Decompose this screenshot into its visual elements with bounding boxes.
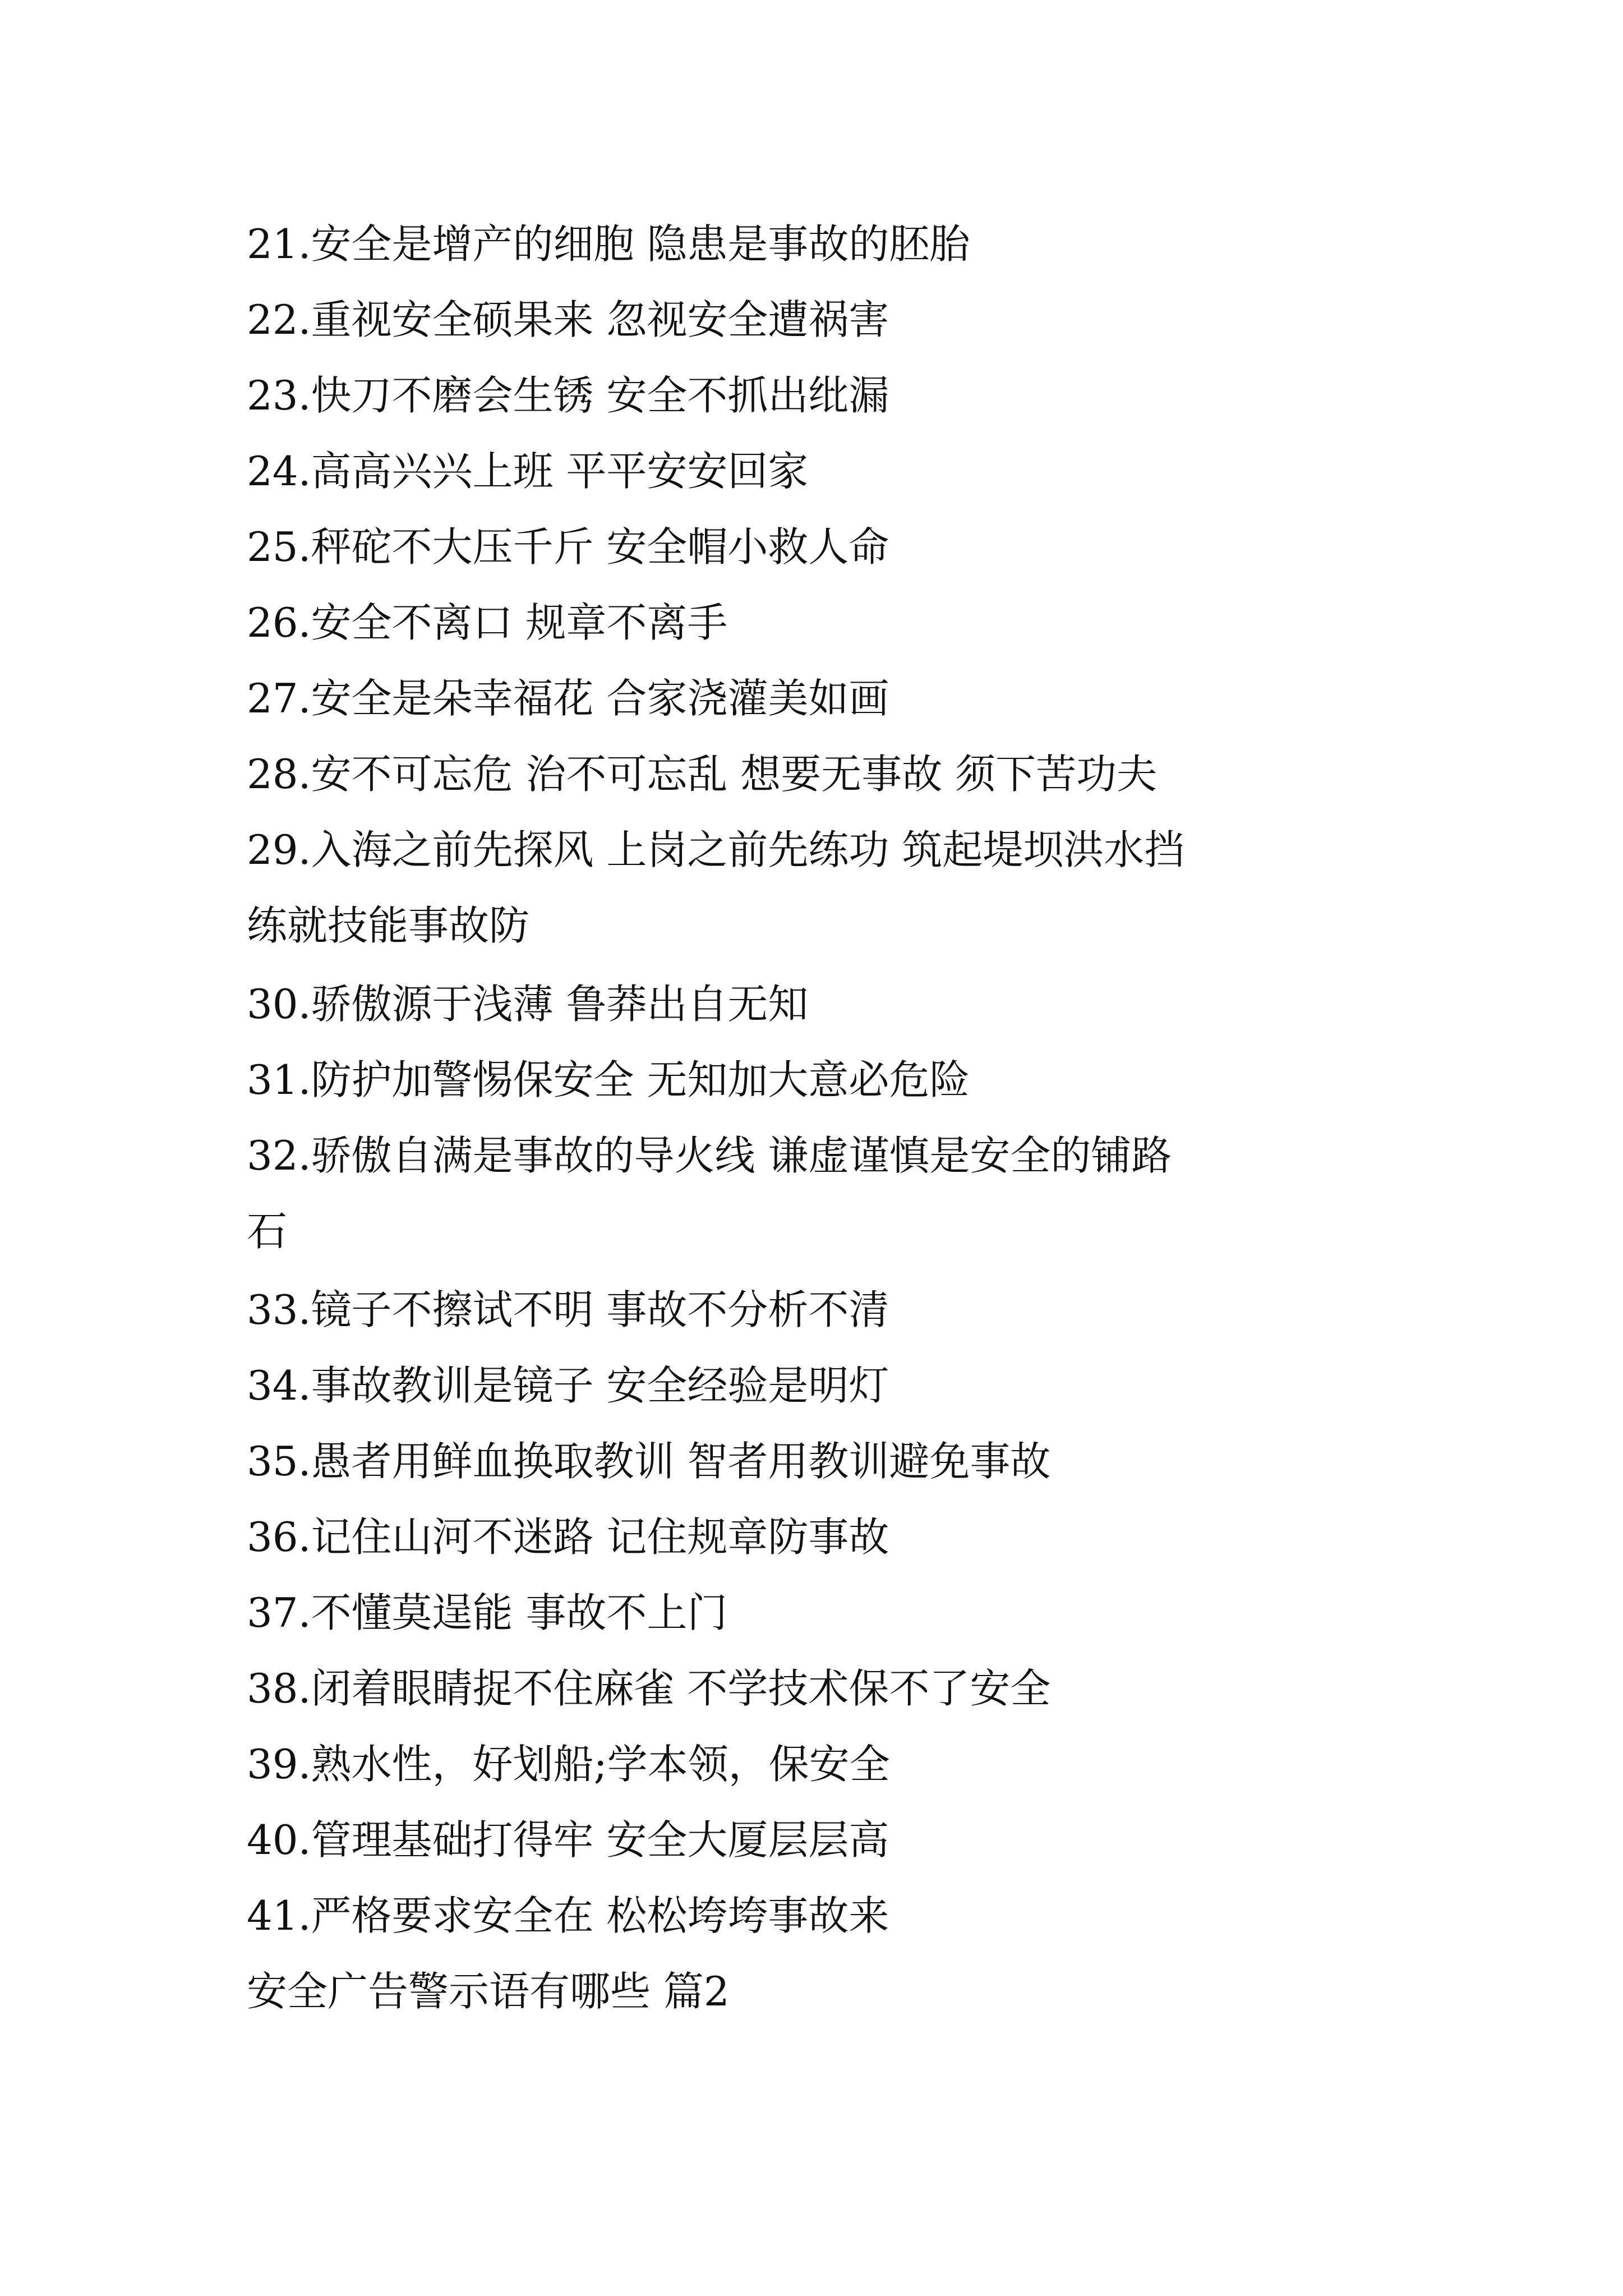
text-line: 34.事故教训是镜子 安全经验是明灯 — [247, 1362, 889, 1409]
text-line: 25.秤砣不大压千斤 安全帽小救人命 — [247, 523, 889, 570]
text-line: 23.快刀不磨会生锈 安全不抓出纰漏 — [247, 372, 889, 419]
text-line: 40.管理基础打得牢 安全大厦层层高 — [247, 1816, 889, 1864]
text-line: 26.安全不离口 规章不离手 — [247, 599, 728, 646]
text-line: 32.骄傲自满是事故的导火线 谦虚谨慎是安全的铺路 — [247, 1132, 1172, 1179]
text-line: 38.闭着眼睛捉不住麻雀 不学技术保不了安全 — [247, 1665, 1051, 1712]
text-line: 29.入海之前先探风 上岗之前先练功 筑起堤坝洪水挡 — [247, 826, 1185, 873]
text-line-continuation: 石 — [247, 1208, 288, 1255]
text-line: 24.高高兴兴上班 平平安安回家 — [247, 448, 809, 495]
text-line: 37.不懂莫逞能 事故不上门 — [247, 1589, 728, 1636]
text-line: 39.熟水性，好划船;学本领，保安全 — [247, 1741, 890, 1788]
text-line: 36.记住山河不迷路 记住规章防事故 — [247, 1513, 889, 1561]
section-heading: 安全广告警示语有哪些 篇2 — [247, 1968, 730, 2015]
text-line: 28.安不可忘危 治不可忘乱 想要无事故 须下苦功夫 — [247, 751, 1158, 798]
text-line: 30.骄傲源于浅薄 鲁莽出自无知 — [247, 981, 809, 1028]
text-line-continuation: 练就技能事故防 — [247, 902, 530, 949]
text-line: 33.镜子不擦试不明 事故不分析不清 — [247, 1286, 889, 1333]
text-line: 31.防护加警惕保安全 无知加大意必危险 — [247, 1056, 970, 1103]
text-line: 27.安全是朵幸福花 合家浇灌美如画 — [247, 675, 889, 722]
text-line: 41.严格要求安全在 松松垮垮事故来 — [247, 1892, 889, 1939]
text-line: 21.安全是增产的细胞 隐患是事故的胚胎 — [247, 220, 970, 268]
text-line: 22.重视安全硕果来 忽视安全遭祸害 — [247, 296, 889, 343]
text-line: 35.愚者用鲜血换取教训 智者用教训避免事故 — [247, 1438, 1051, 1485]
